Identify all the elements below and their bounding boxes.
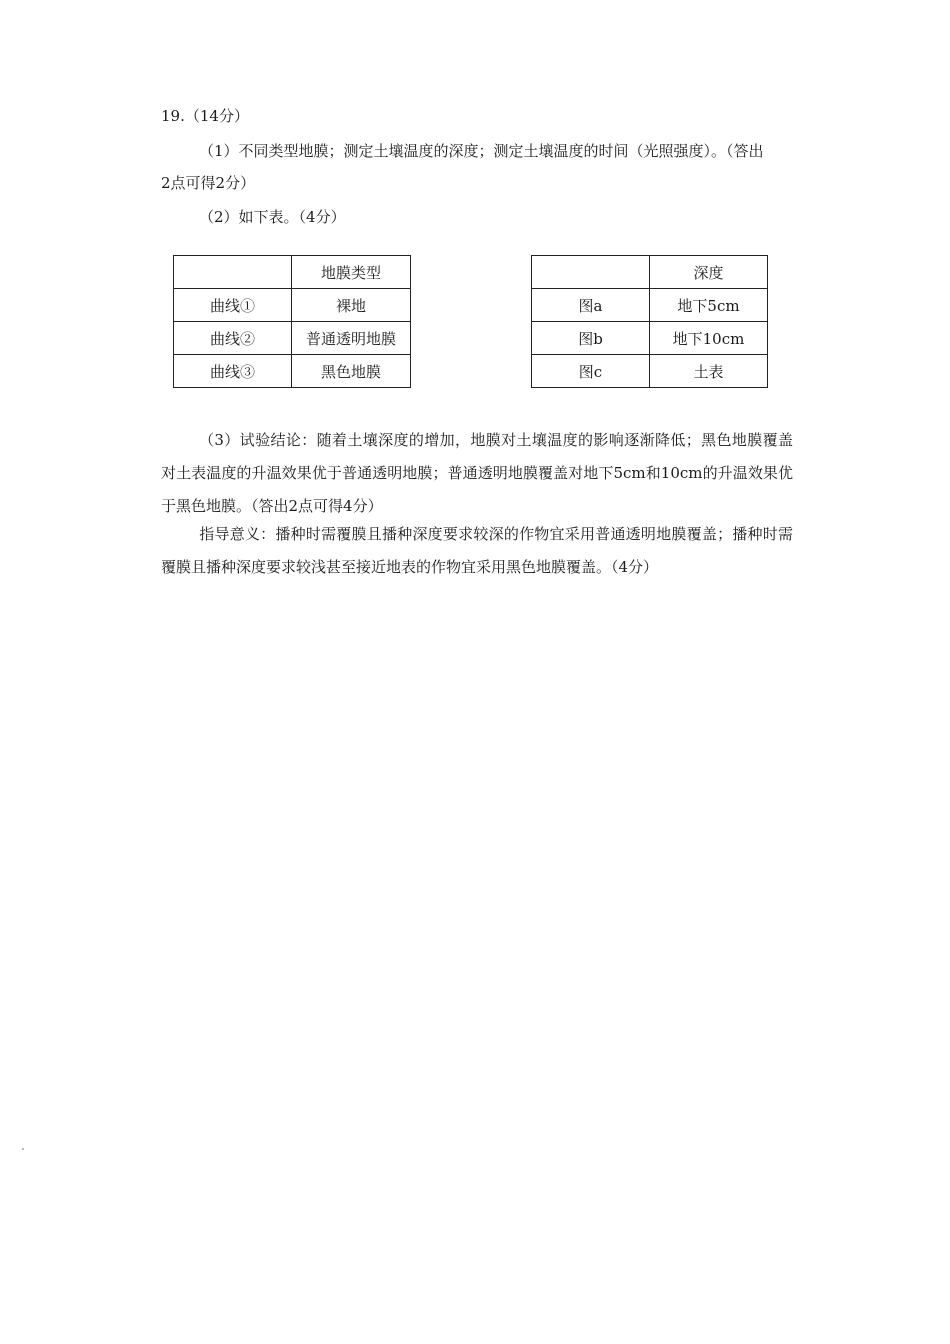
table-cell: 裸地 — [292, 289, 411, 322]
question-header: 19.（14分） — [161, 107, 249, 125]
table-row — [174, 322, 411, 355]
part3-guidance-text: 指导意义：播种时需覆膜且播种深度要求较深的作物宜采用普通透明地膜覆盖；播种时需覆膜且播种深度要求较浅甚至接近地表的作物宜采用黑色地膜覆盖。（4分） — [161, 525, 793, 576]
table-header-row — [532, 256, 768, 289]
table-header-row — [174, 256, 411, 289]
depth-table — [531, 255, 768, 388]
table-cell: 地下5cm — [650, 289, 768, 322]
part3-guidance — [161, 518, 793, 584]
table-cell: 曲线② — [174, 322, 292, 355]
part2-intro: （2）如下表。（4分） — [199, 208, 346, 226]
table-cell: 曲线③ — [174, 355, 292, 388]
table-cell: 曲线① — [174, 289, 292, 322]
part3-conclusion: （3）试验结论：随着土壤深度的增加，地膜对土壤温度的影响逐渐降低；黑色地膜覆盖对土表温度的升温效果优于普通透明地膜；普通透明地膜覆盖对地下5cm和10cm的升温效果优于黑色地膜。（答出2点可得4分） — [161, 431, 793, 515]
table-cell: 图a — [532, 289, 650, 322]
table-cell: 普通透明地膜 — [292, 322, 411, 355]
table-cell: 图c — [532, 355, 650, 388]
part1-line1: （1）不同类型地膜；测定土壤温度的深度；测定土壤温度的时间（光照强度）。（答出 — [199, 142, 764, 160]
table-cell: 图b — [532, 322, 650, 355]
table-row — [532, 355, 768, 388]
table-row — [532, 289, 768, 322]
table-cell — [532, 256, 650, 289]
table-header-cell: 深度 — [650, 256, 768, 289]
part1-line2: 2点可得2分） — [161, 174, 256, 192]
table-header-cell: 地膜类型 — [292, 256, 411, 289]
table-cell — [174, 256, 292, 289]
table-cell: 地下10cm — [650, 322, 768, 355]
film-type-table — [173, 255, 411, 388]
table-row — [174, 355, 411, 388]
table-cell: 黑色地膜 — [292, 355, 411, 388]
table-cell: 土表 — [650, 355, 768, 388]
table-row — [174, 289, 411, 322]
table-row — [532, 322, 768, 355]
scan-speck — [22, 1148, 24, 1150]
